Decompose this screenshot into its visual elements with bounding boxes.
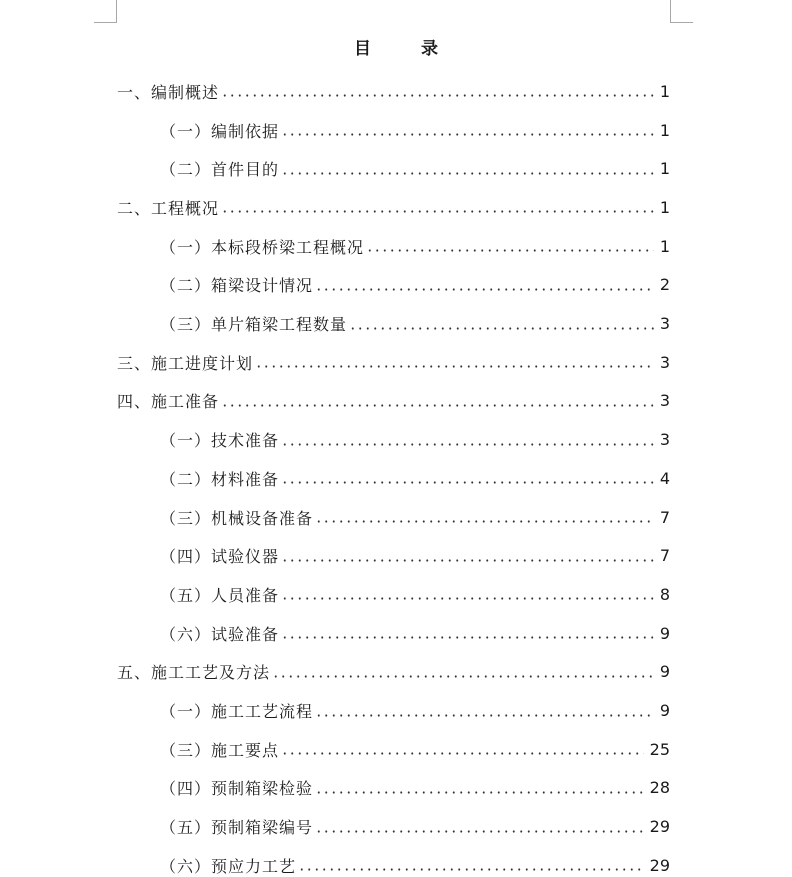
toc-entry-label: （五）预制箱梁编号 xyxy=(160,818,314,838)
toc-entry-label: （三）施工要点 xyxy=(160,740,280,760)
toc-entry-page: 1 xyxy=(659,81,670,101)
toc-entry-page: 3 xyxy=(659,352,670,372)
toc-entry-page: 1 xyxy=(659,159,670,179)
toc-dot-leader xyxy=(221,210,654,213)
toc-entry[interactable] xyxy=(160,769,670,808)
toc-entry[interactable] xyxy=(160,459,670,498)
toc-entry[interactable] xyxy=(160,846,670,877)
toc-entry[interactable] xyxy=(160,304,670,343)
toc-dot-leader xyxy=(281,597,654,600)
toc-entry-page: 1 xyxy=(659,120,670,140)
toc-dot-leader xyxy=(315,288,654,291)
toc-entry-page: 9 xyxy=(659,701,670,721)
toc-entry-label: （二）首件目的 xyxy=(160,160,280,180)
toc-entry-page: 3 xyxy=(659,430,670,450)
toc-entry-page: 28 xyxy=(649,778,670,798)
toc-entry-page: 3 xyxy=(659,314,670,334)
toc-dot-leader xyxy=(221,404,654,407)
toc-entry-label: （六）试验准备 xyxy=(160,624,280,644)
toc-entry-label: 一、编制概述 xyxy=(117,82,220,102)
toc-dot-leader xyxy=(315,714,654,717)
toc-dot-leader xyxy=(349,327,654,330)
toc-entry-label: 五、施工工艺及方法 xyxy=(117,663,271,683)
toc-entry[interactable] xyxy=(117,382,670,421)
toc-title: 目 录 xyxy=(354,39,460,59)
toc-entry-label: （五）人员准备 xyxy=(160,585,280,605)
toc-entry[interactable] xyxy=(160,498,670,537)
toc-entry-label: （三）单片箱梁工程数量 xyxy=(160,315,348,335)
toc-entry-label: （二）材料准备 xyxy=(160,469,280,489)
toc-entry-page: 25 xyxy=(649,739,670,759)
toc-entry-page: 29 xyxy=(649,855,670,875)
toc-entry-page: 9 xyxy=(659,662,670,682)
toc-entry-label: （一）技术准备 xyxy=(160,431,280,451)
toc-entry[interactable] xyxy=(117,343,670,382)
page-corner-mark-top-left xyxy=(94,0,117,23)
toc-dot-leader xyxy=(281,172,654,175)
toc-entry[interactable] xyxy=(160,149,670,188)
toc-dot-leader xyxy=(221,94,654,97)
toc-dot-leader xyxy=(281,559,654,562)
toc-entry-label: （二）箱梁设计情况 xyxy=(160,276,314,296)
toc-entry-label: （三）机械设备准备 xyxy=(160,508,314,528)
toc-entry-label: （一）本标段桥梁工程概况 xyxy=(160,237,365,257)
toc-entry-page: 1 xyxy=(659,236,670,256)
toc-entry-page: 1 xyxy=(659,197,670,217)
toc-entry-label: （四）试验仪器 xyxy=(160,547,280,567)
toc-entry[interactable] xyxy=(117,188,670,227)
toc-dot-leader xyxy=(366,249,654,252)
toc-entry-label: 三、施工进度计划 xyxy=(117,353,254,373)
toc-dot-leader xyxy=(315,520,654,523)
toc-entry-label: 四、施工准备 xyxy=(117,392,220,412)
toc-entry[interactable] xyxy=(160,536,670,575)
toc-entry[interactable] xyxy=(160,111,670,150)
toc-dot-leader xyxy=(281,752,644,755)
page-corner-mark-top-right xyxy=(670,0,693,23)
toc-entry[interactable] xyxy=(117,72,670,111)
toc-entry-page: 3 xyxy=(659,391,670,411)
toc-dot-leader xyxy=(281,636,654,639)
toc-entry-label: 二、工程概况 xyxy=(117,198,220,218)
toc-entry-label: （一）施工工艺流程 xyxy=(160,702,314,722)
toc-dot-leader xyxy=(298,868,644,871)
toc-dot-leader xyxy=(272,675,654,678)
toc-entry-page: 29 xyxy=(649,817,670,837)
toc-entry[interactable] xyxy=(160,807,670,846)
toc-dot-leader xyxy=(255,365,654,368)
toc-entry[interactable] xyxy=(160,730,670,769)
toc-entry-page: 2 xyxy=(659,275,670,295)
toc-entry-label: （四）预制箱梁检验 xyxy=(160,779,314,799)
toc-entry[interactable] xyxy=(160,575,670,614)
toc-entry[interactable] xyxy=(160,691,670,730)
toc-entry-page: 8 xyxy=(659,584,670,604)
toc-dot-leader xyxy=(281,443,654,446)
toc-dot-leader xyxy=(315,791,644,794)
toc-entry[interactable] xyxy=(160,614,670,653)
toc-entry-page: 7 xyxy=(659,507,670,527)
toc-entry-label: （一）编制依据 xyxy=(160,121,280,141)
toc-entry[interactable] xyxy=(160,227,670,266)
toc-entry[interactable] xyxy=(117,653,670,692)
toc-dot-leader xyxy=(281,481,654,484)
toc-entry-page: 7 xyxy=(659,546,670,566)
toc-dot-leader xyxy=(315,830,644,833)
toc-entry-page: 4 xyxy=(659,468,670,488)
toc-entry-page: 9 xyxy=(659,623,670,643)
toc-entry-label: （六）预应力工艺 xyxy=(160,856,297,876)
toc-entry[interactable] xyxy=(160,420,670,459)
toc-entry[interactable] xyxy=(160,266,670,305)
toc-dot-leader xyxy=(281,133,654,136)
